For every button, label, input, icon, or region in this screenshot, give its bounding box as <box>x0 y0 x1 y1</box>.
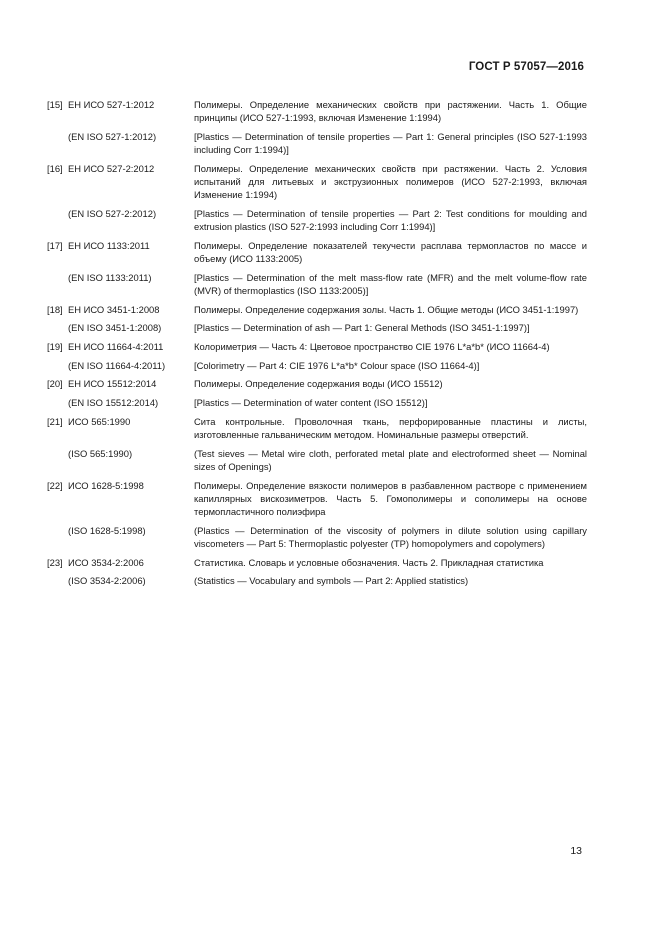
reference-number: [18] <box>47 303 63 315</box>
reference-number <box>47 396 68 409</box>
bibliography-entry <box>47 303 587 316</box>
reference-description: [Plastics — Determination of ash — Part 1: General Methods (ISO 3451-1:1997)] <box>194 322 530 334</box>
reference-number <box>47 447 68 473</box>
reference-number: [23] <box>47 556 63 568</box>
reference-description: Полимеры. Определение вязкости полимеров в разбавленном растворе с применением капиллярных вискозиметров. Часть 5. Гомополимеры и сополимеры на основе термопластичного полиэфира <box>194 479 587 518</box>
bibliography-entry <box>47 130 587 156</box>
reference-code: (EN ISO 11664-4:2011) <box>68 359 166 371</box>
reference-code: ЕН ИСО 1133:2011 <box>68 239 150 251</box>
reference-description: Полимеры. Определение содержания золы. Часть 1. Общие методы (ИСО 3451-1:1997) <box>194 303 579 315</box>
bibliography-entry <box>47 162 587 202</box>
reference-code: (ISO 1628-5:1998) <box>68 524 146 536</box>
bibliography-list <box>47 98 587 593</box>
reference-description: Полимеры. Определение механических свойств при растяжении. Часть 2. Условия испытаний для литьевых и экструзионных полимеров (ИСО 527-2:1993, включая Изменение 1:1994) <box>194 162 587 201</box>
document-header: ГОСТ Р 57057—2016 <box>468 61 584 73</box>
reference-number <box>47 574 68 587</box>
reference-description: [Colorimetry — Part 4: CIE 1976 L*a*b* Colour space (ISO 11664-4)] <box>194 359 480 371</box>
reference-code: (ISO 565:1990) <box>68 447 133 459</box>
reference-number: [16] <box>47 162 63 174</box>
bibliography-entry <box>47 207 587 233</box>
reference-description: Колориметрия — Часть 4: Цветовое пространство CIE 1976 L*a*b* (ИСО 11664-4) <box>194 341 550 353</box>
bibliography-entry <box>47 271 587 297</box>
reference-code: (EN ISO 3451-1:2008) <box>68 322 162 334</box>
reference-description: Полимеры. Определение показателей текучести расплава термопластов по массе и объему (ИСО 1133:2005) <box>194 239 587 265</box>
reference-code: ИСО 565:1990 <box>68 415 131 427</box>
page-number: 13 <box>570 845 582 857</box>
bibliography-entry <box>47 447 587 473</box>
bibliography-entry <box>47 340 587 353</box>
reference-number <box>47 524 68 550</box>
bibliography-entry <box>47 415 587 441</box>
reference-code: (EN ISO 527-2:2012) <box>68 207 157 219</box>
reference-code: (EN ISO 1133:2011) <box>68 271 152 283</box>
reference-number: [20] <box>47 378 63 390</box>
reference-number <box>47 271 68 297</box>
reference-description: [Plastics — Determination of the melt mass-flow rate (MFR) and the melt volume-flow rate (MVR) of thermoplastics (ISO 1133:2005)] <box>194 271 587 296</box>
reference-description: (Statistics — Vocabulary and symbols — Part 2: Applied statistics) <box>194 575 469 587</box>
reference-code: ЕН ИСО 527-1:2012 <box>68 99 155 110</box>
reference-description: [Plastics — Determination of tensile properties — Part 1: General principles (ISO 527-1:1993 including Corr 1:1994)] <box>194 130 587 156</box>
reference-number: [15] <box>47 99 63 110</box>
reference-number <box>47 321 68 334</box>
bibliography-entry <box>47 98 587 124</box>
bibliography-entry <box>47 396 587 409</box>
reference-code: (ISO 3534-2:2006) <box>68 575 146 587</box>
bibliography-entry <box>47 377 587 390</box>
reference-number <box>47 359 68 372</box>
reference-description: Сита контрольные. Проволочная ткань, перфорированные пластины и листы, изготовленные гальваническим методом. Номинальные размеры отверстий. <box>194 415 587 441</box>
reference-number: [17] <box>47 239 63 251</box>
reference-description: (Plastics — Determination of the viscosity of polymers in dilute solution using capillary viscometers — Part 5: Thermoplastic polyester (TP) homopolymers and copolymers) <box>194 524 587 549</box>
reference-number: [19] <box>47 341 63 353</box>
reference-description: [Plastics — Determination of tensile properties — Part 2: Test conditions for moulding and extrusion plastics (ISO 527-2:1993 including Corr 1:1994)] <box>194 207 587 233</box>
reference-description: [Plastics — Determination of water content (ISO 15512)] <box>194 397 428 409</box>
reference-code: ЕН ИСО 15512:2014 <box>68 378 157 390</box>
reference-number <box>47 207 68 233</box>
bibliography-entry <box>47 556 587 569</box>
bibliography-entry <box>47 574 587 587</box>
reference-description: (Test sieves — Metal wire cloth, perforated metal plate and electroformed sheet — Nominal sizes of Openings) <box>194 447 587 472</box>
bibliography-entry <box>47 359 587 372</box>
bibliography-entry <box>47 321 587 334</box>
reference-description: Полимеры. Определение механических свойств при растяжении. Часть 1. Общие принципы (ИСО 527-1:1993, включая Изменение 1:1994) <box>194 99 587 124</box>
reference-code: (EN ISO 527-1:2012) <box>68 130 157 142</box>
reference-number <box>47 130 68 156</box>
reference-description: Полимеры. Определение содержания воды (ИСО 15512) <box>194 378 443 390</box>
reference-code: ЕН ИСО 3451-1:2008 <box>68 303 160 315</box>
reference-code: ИСО 3534-2:2006 <box>68 556 144 568</box>
reference-code: ЕН ИСО 11664-4:2011 <box>68 341 164 353</box>
reference-number: [22] <box>47 479 63 491</box>
reference-number: [21] <box>47 415 63 427</box>
bibliography-entry <box>47 239 587 265</box>
bibliography-entry <box>47 524 587 550</box>
reference-description: Статистика. Словарь и условные обозначения. Часть 2. Прикладная статистика <box>194 556 544 568</box>
reference-code: (EN ISO 15512:2014) <box>68 397 159 409</box>
reference-code: ИСО 1628-5:1998 <box>68 479 144 491</box>
reference-code: ЕН ИСО 527-2:2012 <box>68 162 155 174</box>
bibliography-entry <box>47 479 587 519</box>
